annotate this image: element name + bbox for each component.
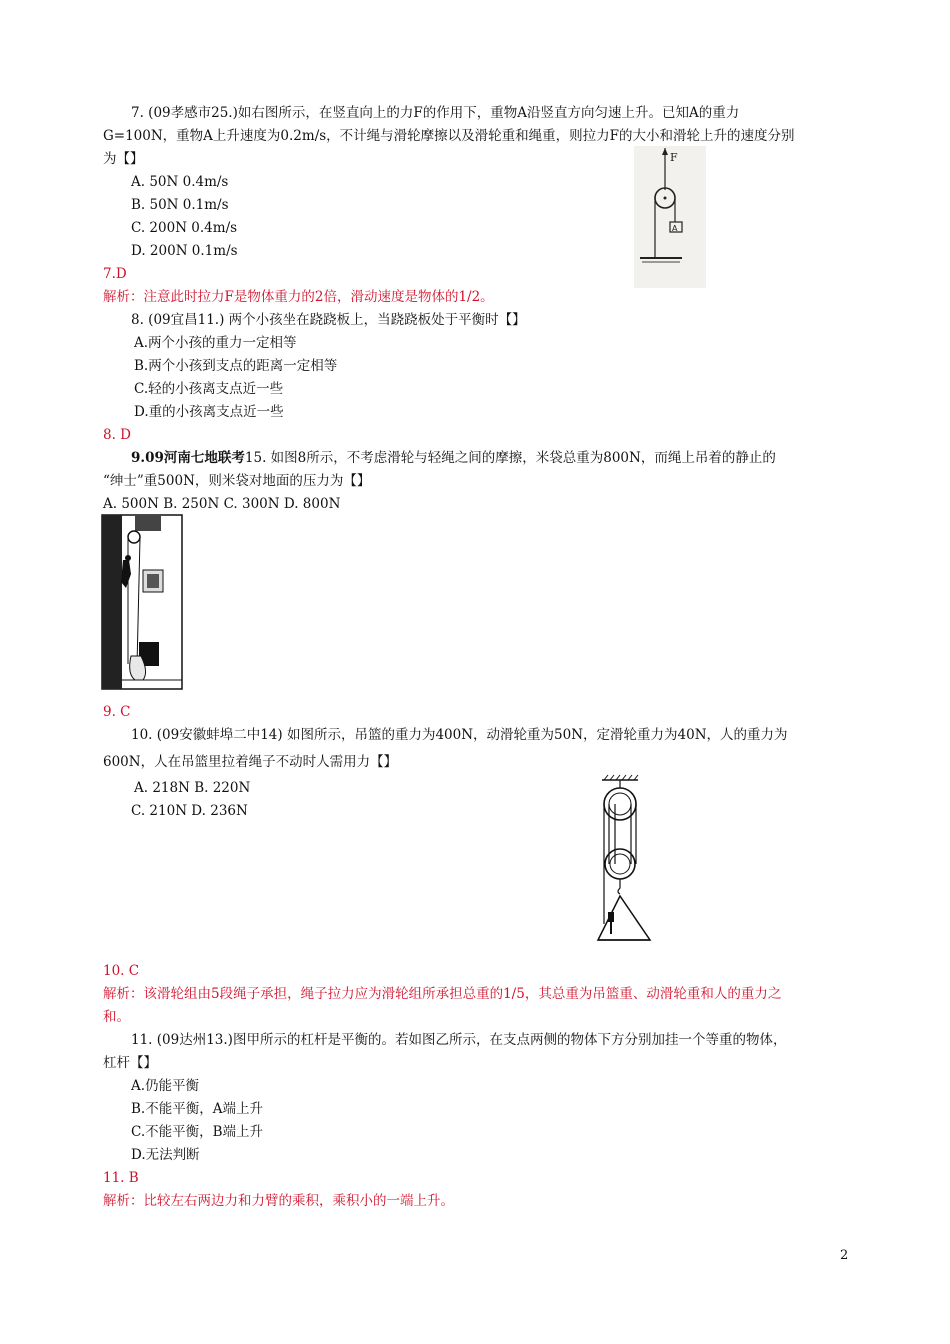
q7-option-c: C. 200N 0.4m/s — [131, 220, 238, 236]
q11-option-a: A.仍能平衡 — [131, 1078, 200, 1094]
q10-options-row1: A. 218N B. 220N — [134, 780, 251, 796]
q9-pulley-figure — [101, 514, 183, 690]
q7-option-b: B. 50N 0.1m/s — [131, 197, 229, 213]
q11-answer: 11. B — [103, 1170, 139, 1186]
q8-answer: 8. D — [103, 427, 131, 443]
q7-option-a: A. 50N 0.4m/s — [131, 174, 229, 190]
q11-line1: 11. (09达州13.)图甲所示的杠杆是平衡的。若如图乙所示，在支点两侧的物体下方分别加挂一个等重的物体， — [131, 1032, 787, 1048]
q9-line1-rest: 15. 如图8所示，不考虑滑轮与轻绳之间的摩擦，米袋总重为800N，而绳上吊着的静止的 — [244, 450, 776, 466]
q7-analysis: 解析：注意此时拉力F是物体重力的2倍，滑动速度是物体的1/2。 — [103, 289, 494, 305]
q9-options: A. 500N B. 250N C. 300N D. 800N — [103, 496, 341, 512]
q10-analysis-line2: 和。 — [103, 1009, 130, 1025]
q8-line1: 8. (09宜昌11.) 两个小孩坐在跷跷板上，当跷跷板处于平衡时【】 — [131, 312, 526, 328]
q11-option-d: D.无法判断 — [131, 1147, 200, 1163]
q11-option-b: B.不能平衡，A端上升 — [131, 1101, 263, 1117]
q7-force-label: F — [670, 151, 678, 164]
q7-line1: 7. (09孝感市25.)如右图所示，在竖直向上的力F的作用下，重物A沿竖直方向匀速上升。已知A的重力 — [131, 105, 740, 121]
q8-option-d: D.重的小孩离支点近一些 — [134, 404, 284, 420]
q8-option-a: A.两个小孩的重力一定相等 — [134, 335, 297, 351]
q10-answer: 10. C — [103, 963, 140, 979]
q11-analysis: 解析：比较左右两边力和力臂的乘积，乘积小的一端上升。 — [103, 1193, 454, 1209]
page-number: 2 — [840, 1248, 849, 1263]
q10-pulley-figure — [594, 774, 654, 942]
q8-option-b: B.两个小孩到支点的距离一定相等 — [134, 358, 338, 374]
q11-line2: 杠杆【】 — [103, 1055, 157, 1071]
q10-analysis-line1: 解析：该滑轮组由5段绳子承担，绳子拉力应为滑轮组所承担总重的1/5，其总重为吊篮重、动滑轮重和人的重力之 — [103, 986, 782, 1002]
q7-answer: 7.D — [103, 266, 127, 282]
q7-pulley-figure — [634, 146, 706, 288]
q10-line2: 600N，人在吊篮里拉着绳子不动时人需用力【】 — [103, 754, 398, 770]
q7-line3: 为【】 — [103, 151, 144, 167]
q9-answer: 9. C — [103, 704, 131, 720]
q9-prefix: 9.09河南七地联考 — [131, 450, 245, 466]
q10-options-row2: C. 210N D. 236N — [131, 803, 248, 819]
q10-line1: 10. (09安徽蚌埠二中14) 如图所示，吊篮的重力为400N，动滑轮重为50N，定滑轮重力为40N，人的重力为 — [131, 727, 788, 743]
q7-option-d: D. 200N 0.1m/s — [131, 243, 238, 259]
q7-line2: G=100N，重物A上升速度为0.2m/s，不计绳与滑轮摩擦以及滑轮重和绳重，则拉力F的大小和滑轮上升的速度分别 — [103, 128, 795, 144]
q8-option-c: C.轻的小孩离支点近一些 — [134, 381, 284, 397]
q9-line2: “绅士”重500N，则米袋对地面的压力为【】 — [103, 473, 371, 489]
q7-weight-label: A — [672, 224, 678, 233]
q9-line1 — [131, 449, 776, 467]
q11-option-c: C.不能平衡，B端上升 — [131, 1124, 264, 1140]
